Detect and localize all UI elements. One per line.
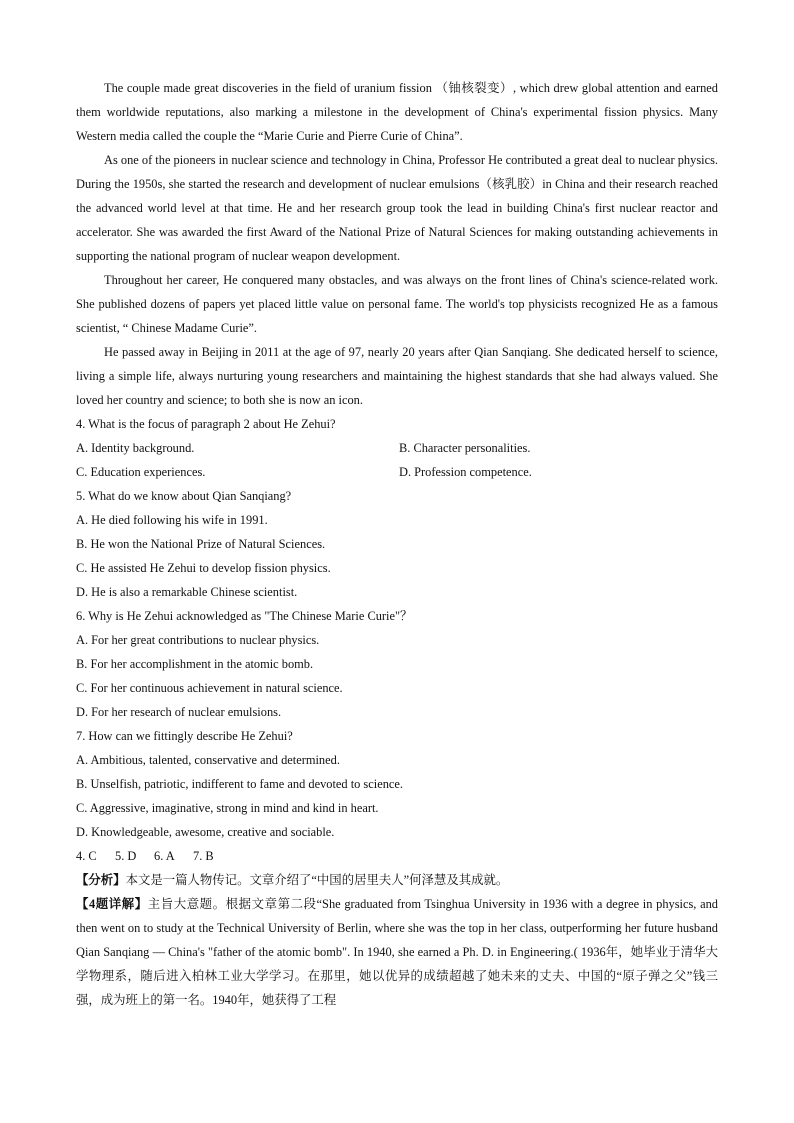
answer-4: 4. C <box>76 849 97 863</box>
question-6-option-b: B. For her accomplishment in the atomic bomb. <box>76 657 314 671</box>
question-6-option-c: C. For her continuous achievement in natural science. <box>76 681 343 695</box>
question-4 <box>76 412 718 484</box>
answer-6: 6. A <box>154 849 175 863</box>
question-7-option-d: D. Knowledgeable, awesome, creative and sociable. <box>76 825 335 839</box>
question-5-option-b: B. He won the National Prize of Natural Sciences. <box>76 537 326 551</box>
passage-paragraph-3: Throughout her career, He conquered many obstacles, and was always on the front lines of China's science-related work. She published dozens of papers yet placed little value on personal fame. The world's top physicists recognized He as a famous scientist, “ Chinese Madame Curie”. <box>76 273 718 335</box>
question-5 <box>76 484 718 604</box>
question-7 <box>76 724 718 844</box>
question-6 <box>76 604 718 724</box>
answer-7: 7. B <box>193 849 214 863</box>
question-4-options-row-1 <box>76 436 718 460</box>
passage-paragraph-1: The couple made great discoveries in the field of uranium fission （铀核裂变）, which drew global attention and earned them worldwide reputations, also marking a milestone in the development of China's experimental fission physics. Many Western media called the couple the “Marie Curie and Pierre Curie of China”. <box>76 81 718 143</box>
analysis-line <box>76 868 718 892</box>
analysis-tag: 【分析】 <box>76 873 126 887</box>
detail-4-tag: 【4题详解】 <box>76 897 148 911</box>
question-4-option-c: C. Education experiences. <box>76 465 206 479</box>
document-page <box>76 76 718 1012</box>
analysis-text: 本文是一篇人物传记。文章介绍了“中国的居里夫人”何泽慧及其成就。 <box>125 873 509 887</box>
detail-4-text: 主旨大意题。根据文章第二段“She graduated from Tsinghua University in 1936 with a degree in physics, and then went on to study at the Technical University of Berlin, where she was the top in her class, outperforming her future husband Qian Sanqiang — China's "father of the atomic bomb". In 1940, she earned a Ph. D. in Engineering.( 1936年，她毕业于清华大学物理系，随后进入柏林工业大学学习。在那里，她以优异的成绩超越了她未来的丈夫、中国的“原子弹之父”钱三强，成为班上的第一名。1940年，她获得了工程 <box>76 897 718 1007</box>
answer-key <box>76 844 718 868</box>
question-5-option-a: A. He died following his wife in 1991. <box>76 513 268 527</box>
detail-4-paragraph <box>76 892 718 1012</box>
question-7-option-c: C. Aggressive, imaginative, strong in mind and kind in heart. <box>76 801 379 815</box>
question-4-option-a: A. Identity background. <box>76 441 195 455</box>
passage-paragraph-4: He passed away in Beijing in 2011 at the age of 97, nearly 20 years after Qian Sanqiang. She dedicated herself to science, living a simple life, always nurturing young researchers and maintaining the highest standards that she had always valued. She loved her country and science; to both she is now an icon. <box>76 345 718 407</box>
passage-paragraph-2: As one of the pioneers in nuclear science and technology in China, Professor He contributed a great deal to nuclear physics. During the 1950s, she started the research and development of nuclear emulsions（核乳胶）in China and their research reached the advanced world level at that time. He and her research group took the lead in building China's first nuclear reactor and accelerator. She was awarded the first Award of the National Prize of Natural Sciences for making outstanding achievements in supporting the national program of nuclear weapon development. <box>76 153 718 263</box>
question-6-option-d: D. For her research of nuclear emulsions. <box>76 705 282 719</box>
question-7-option-b: B. Unselfish, patriotic, indifferent to fame and devoted to science. <box>76 777 403 791</box>
question-4-option-d: D. Profession competence. <box>399 465 532 479</box>
question-5-option-c: C. He assisted He Zehui to develop fission physics. <box>76 561 331 575</box>
question-4-options-row-2 <box>76 460 718 484</box>
question-7-stem: 7. How can we fittingly describe He Zehui? <box>76 729 293 743</box>
answer-5: 5. D <box>115 849 137 863</box>
question-4-option-b: B. Character personalities. <box>399 441 531 455</box>
question-4-stem: 4. What is the focus of paragraph 2 about He Zehui? <box>76 417 336 431</box>
question-5-option-d: D. He is also a remarkable Chinese scientist. <box>76 585 298 599</box>
question-7-option-a: A. Ambitious, talented, conservative and determined. <box>76 753 340 767</box>
question-6-stem: 6. Why is He Zehui acknowledged as "The Chinese Marie Curie"？ <box>76 609 413 623</box>
question-6-option-a: A. For her great contributions to nuclear physics. <box>76 633 320 647</box>
question-5-stem: 5. What do we know about Qian Sanqiang? <box>76 489 292 503</box>
